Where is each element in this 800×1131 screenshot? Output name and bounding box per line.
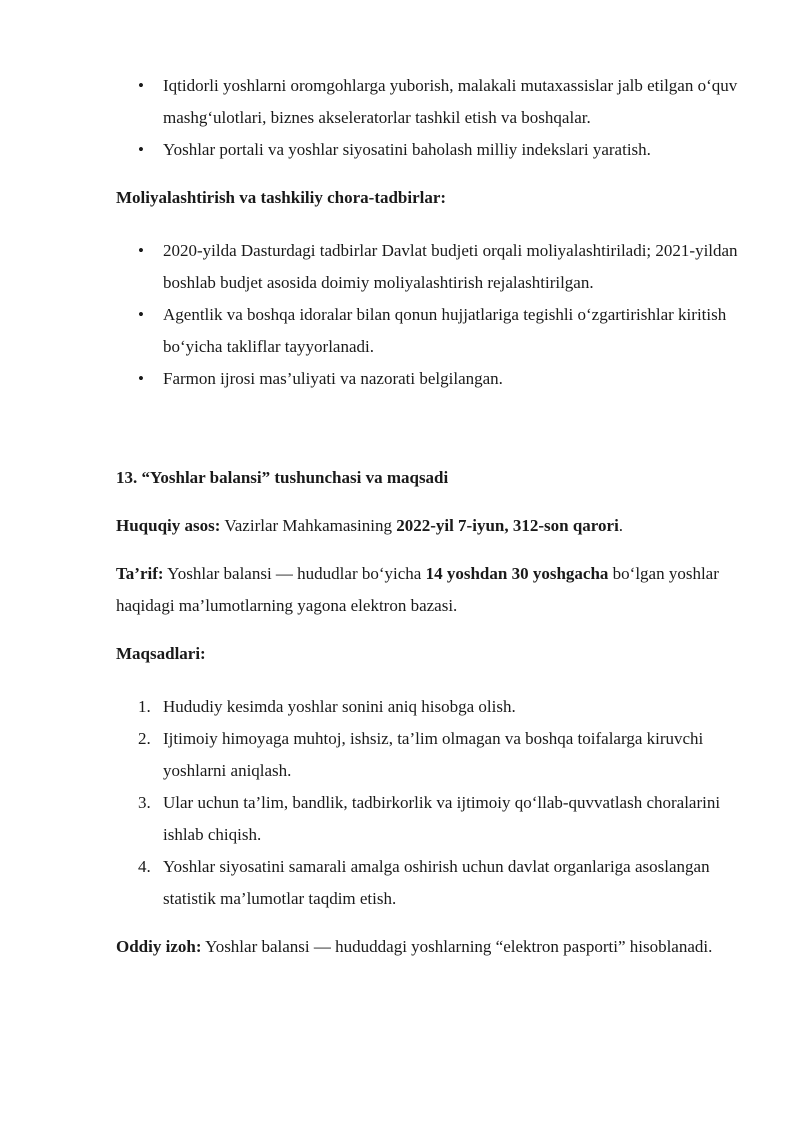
list-item-text: Hududiy kesimda yoshlar sonini aniq hisobga olish. (163, 697, 516, 716)
financing-bullet-list (116, 235, 756, 395)
list-item (116, 70, 756, 134)
list-item (116, 787, 756, 851)
bullet-icon: • (138, 369, 144, 388)
bullet-icon: • (138, 305, 144, 324)
list-item-text: Ijtimoiy himoyaga muhtoj, ishsiz, ta’lim olmagan va boshqa toifalarga kiruvchi yoshlarni aniqlash. (163, 729, 704, 780)
list-number: 3. (138, 793, 151, 812)
list-number: 1. (138, 697, 151, 716)
section-heading: 13. “Yoshlar balansi” tushunchasi va maqsadi (116, 468, 449, 487)
bullet-icon: • (138, 76, 144, 95)
list-item-text: 2020-yilda Dasturdagi tadbirlar Davlat budjeti orqali moliyalashtiriladi; 2021-yildan boshlab budjet asosida doimiy moliyalashtirish rejalashtirilgan. (163, 241, 738, 292)
list-item-text: Yoshlar siyosatini samarali amalga oshirish uchun davlat organlariga asoslangan statistik ma’lumotlar taqdim etish. (163, 857, 710, 908)
list-item (116, 363, 756, 395)
list-item-text: Farmon ijrosi mas’uliyati va nazorati belgilangan. (163, 369, 503, 388)
list-item (116, 235, 756, 299)
list-item-text: Yoshlar portali va yoshlar siyosatini baholash milliy indekslari yaratish. (163, 140, 651, 159)
bullet-icon: • (138, 140, 144, 159)
legal-basis-paragraph: Huquqiy asos: Vazirlar Mahkamasining 2022-yil 7-iyun, 312-son qarori. (116, 516, 624, 535)
list-item-text: Agentlik va boshqa idoralar bilan qonun hujjatlariga tegishli o‘zgartirishlar kiritish bo‘yicha takliflar tayyorlanadi. (163, 305, 727, 356)
list-number: 4. (138, 857, 151, 876)
financing-heading: Moliyalashtirish va tashkiliy chora-tadbirlar: (116, 188, 447, 207)
definition-paragraph: Ta’rif: Yoshlar balansi — hududlar bo‘yicha 14 yoshdan 30 yoshgacha bo‘lgan yoshlar haqidagi ma’lumotlarning yagona elektron bazasi. (116, 564, 719, 615)
age-range-bold: 14 yoshdan 30 yoshgacha (425, 564, 609, 583)
list-item (116, 299, 756, 363)
list-item-text: Ular uchun ta’lim, bandlik, tadbirkorlik va ijtimoiy qo‘llab-quvvatlash choralarini ishlab chiqish. (163, 793, 721, 844)
list-item (116, 134, 756, 166)
top-bullet-list (116, 70, 756, 166)
note-paragraph: Oddiy izoh: Yoshlar balansi — hududdagi yoshlarning “elektron pasporti” hisoblanadi. (116, 937, 713, 956)
list-number: 2. (138, 729, 151, 748)
goals-heading: Maqsadlari: (116, 644, 206, 663)
list-item (116, 723, 756, 787)
legal-basis-label: Huquqiy asos: (116, 516, 221, 535)
list-item-text: Iqtidorli yoshlarni oromgohlarga yuborish, malakali mutaxassislar jalb etilgan o‘quv mashg‘ulotlari, biznes akseleratorlar tashkil etish va boshqalar. (163, 76, 738, 127)
list-item (116, 851, 756, 915)
list-item (116, 691, 756, 723)
definition-label: Ta’rif: (116, 564, 164, 583)
legal-basis-bold: 2022-yil 7-iyun, 312-son qarori (396, 516, 619, 535)
goals-list (116, 691, 756, 915)
document-content (116, 70, 756, 963)
bullet-icon: • (138, 241, 144, 260)
note-label: Oddiy izoh: (116, 937, 202, 956)
